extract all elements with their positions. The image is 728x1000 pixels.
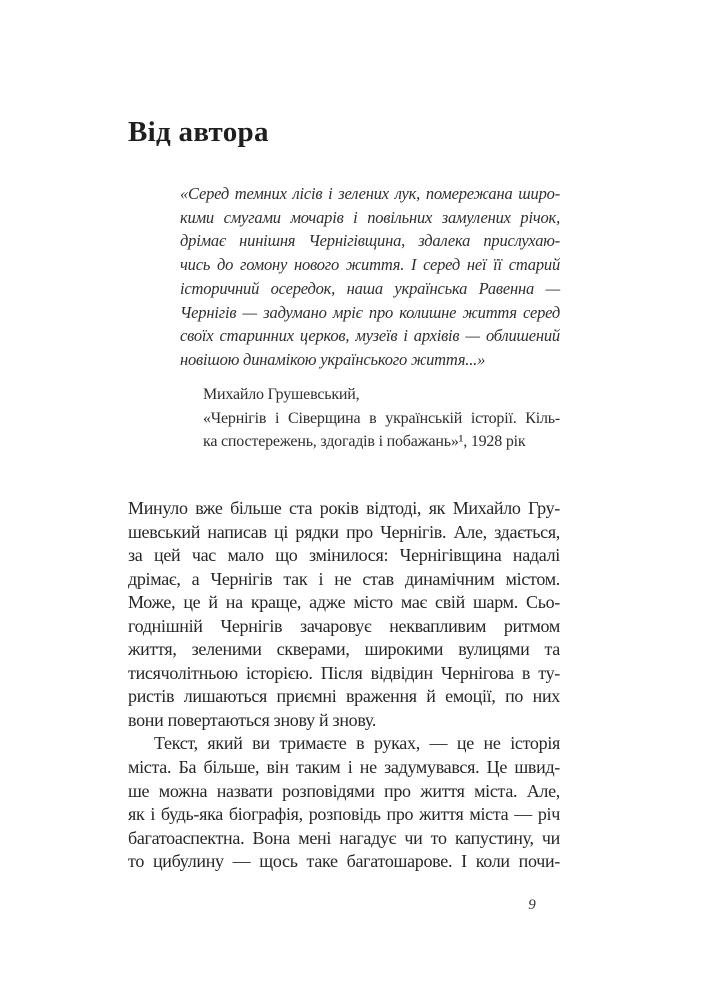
quote-line: новішою динамікою українського життя...» bbox=[180, 349, 486, 369]
attribution-line: «Чернігів і Сіверщина в українській історії. Кіль- bbox=[203, 409, 560, 427]
body-line: Текст, який ви тримаєте в руках, — це не історія bbox=[154, 733, 560, 754]
quote-line: дрімає нинішня Чернігівщина, здалека прислухаю- bbox=[180, 231, 560, 251]
body-line: міста. Ба більше, він таким і не задумувався. Це швид- bbox=[128, 757, 560, 778]
body-text bbox=[128, 497, 560, 874]
body-line: життя, зеленими скверами, широкими вулицями та bbox=[128, 639, 560, 660]
attribution-line: ка спостережень, здогадів і побажань»¹, 1928 рік bbox=[203, 433, 526, 451]
body-line: то цибулину — щось таке багатошарове. І коли почи- bbox=[128, 851, 560, 872]
quote-line: своїх старинних церков, музеїв і архівів — облишений bbox=[180, 326, 560, 346]
epigraph-attribution bbox=[203, 383, 560, 454]
page-number: 9 bbox=[528, 897, 536, 913]
body-line: багатоаспектна. Вона мені нагадує чи то капустину, чи bbox=[128, 827, 560, 848]
attribution-line: Михайло Грушевський, bbox=[203, 386, 360, 403]
body-line: шевський написав ці рядки про Чернігів. Але, здається, bbox=[128, 521, 560, 542]
quote-line: чись до гомону нового життя. І серед неї її старий bbox=[180, 255, 560, 275]
body-line: годнішній Чернігів зачаровує неквапливим ритмом bbox=[128, 615, 560, 636]
body-line: дрімає, а Чернігів так і не став динамічним містом. bbox=[128, 568, 560, 589]
quote-line: Чернігів — задумано мріє про колишне життя серед bbox=[180, 302, 560, 322]
quote-line: кими смугами мочарів і повільних замулених річок, bbox=[180, 207, 560, 227]
body-line: Минуло вже більше ста років відтоді, як Михайло Гру- bbox=[128, 498, 560, 518]
body-paragraph-2 bbox=[128, 732, 560, 873]
body-line: ристів лишаються приємні враження й емоції, по них bbox=[128, 686, 560, 707]
body-line: за цей час мало що змінилося: Чернігівщина надалі bbox=[128, 545, 560, 566]
body-line: Може, це й на краще, адже місто має свій шарм. Сьо- bbox=[128, 592, 560, 613]
body-line: вони повертаються знову й знову. bbox=[128, 709, 377, 730]
body-line: як і будь-яка біографія, розповідь про життя міста — річ bbox=[128, 804, 560, 825]
quote-line: історичний осередок, наша українська Равенна — bbox=[180, 278, 560, 298]
body-paragraph-1 bbox=[128, 497, 560, 732]
quote-line: «Серед темних лісів і зелених лук, помережана широ- bbox=[180, 184, 560, 203]
body-line: тисячолітньою історією. Після відвідин Чернігова в ту- bbox=[128, 662, 560, 683]
body-line: ше можна назвати розповідями про життя міста. Але, bbox=[128, 780, 560, 801]
chapter-title: Від автора bbox=[128, 116, 269, 149]
epigraph-quote bbox=[180, 182, 560, 372]
